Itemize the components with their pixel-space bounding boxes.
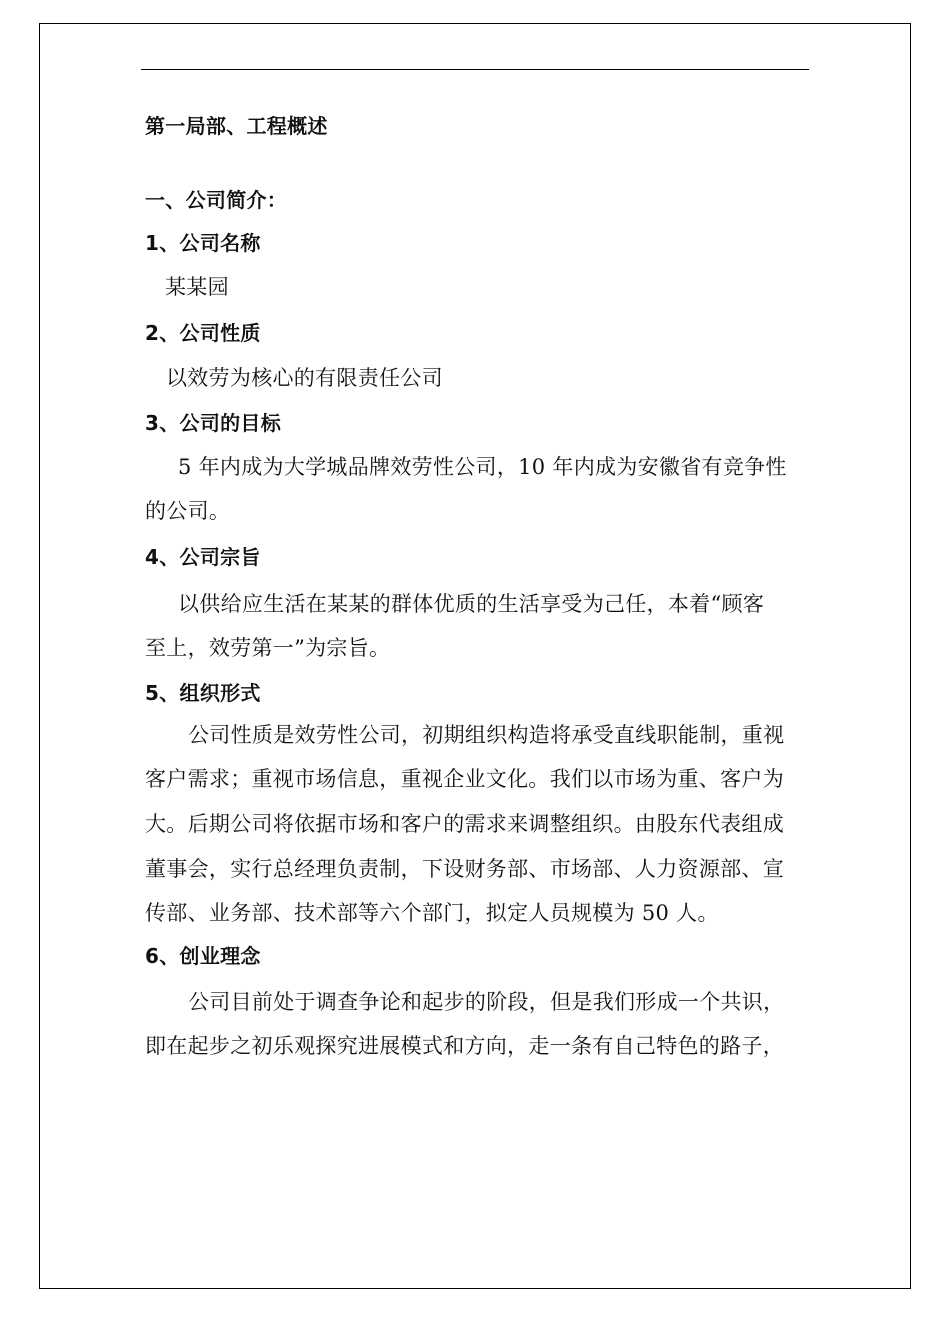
company-purpose-line-1: 以供给应生活在某某的群体优质的生活享受为己任，本着“顾客 xyxy=(178,592,765,616)
company-purpose-heading: 4、公司宗旨 xyxy=(145,545,261,569)
organization-line-2: 客户需求；重视市场信息，重视企业文化。我们以市场为重、客户为 xyxy=(145,767,784,791)
organization-line-4: 董事会，实行总经理负责制，下设财务部、市场部、人力资源部、宣 xyxy=(145,857,784,881)
organization-line-1: 公司性质是效劳性公司，初期组织构造将承受直线职能制，重视 xyxy=(188,723,785,747)
company-goal-heading: 3、公司的目标 xyxy=(145,411,282,435)
organization-line-5: 传部、业务部、技术部等六个部门，拟定人员规模为 50 人。 xyxy=(145,901,719,925)
organization-line-3: 大。后期公司将依据市场和客户的需求来调整组织。由股东代表组成 xyxy=(145,812,784,836)
business-philosophy-line-1: 公司目前处于调查争论和起步的阶段，但是我们形成一个共识， xyxy=(188,990,785,1014)
business-philosophy-heading: 6、创业理念 xyxy=(145,944,261,968)
section-title: 一、公司简介： xyxy=(145,188,288,212)
organization-heading: 5、组织形式 xyxy=(145,681,261,705)
company-name-heading: 1、公司名称 xyxy=(145,231,261,255)
header-rule xyxy=(141,69,809,70)
company-goal-line-2: 的公司。 xyxy=(145,499,231,523)
company-nature-heading: 2、公司性质 xyxy=(145,321,261,345)
company-goal-line-1: 5 年内成为大学城品牌效劳性公司，10 年内成为安徽省有竞争性 xyxy=(178,455,787,479)
company-nature-text: 以效劳为核心的有限责任公司 xyxy=(166,366,443,390)
company-name-text: 某某园 xyxy=(165,275,229,299)
part-title: 第一局部、工程概述 xyxy=(145,114,328,138)
company-purpose-line-2: 至上，效劳第一”为宗旨。 xyxy=(145,636,391,660)
business-philosophy-line-2: 即在起步之初乐观探究进展模式和方向，走一条有自己特色的路子， xyxy=(145,1034,784,1058)
